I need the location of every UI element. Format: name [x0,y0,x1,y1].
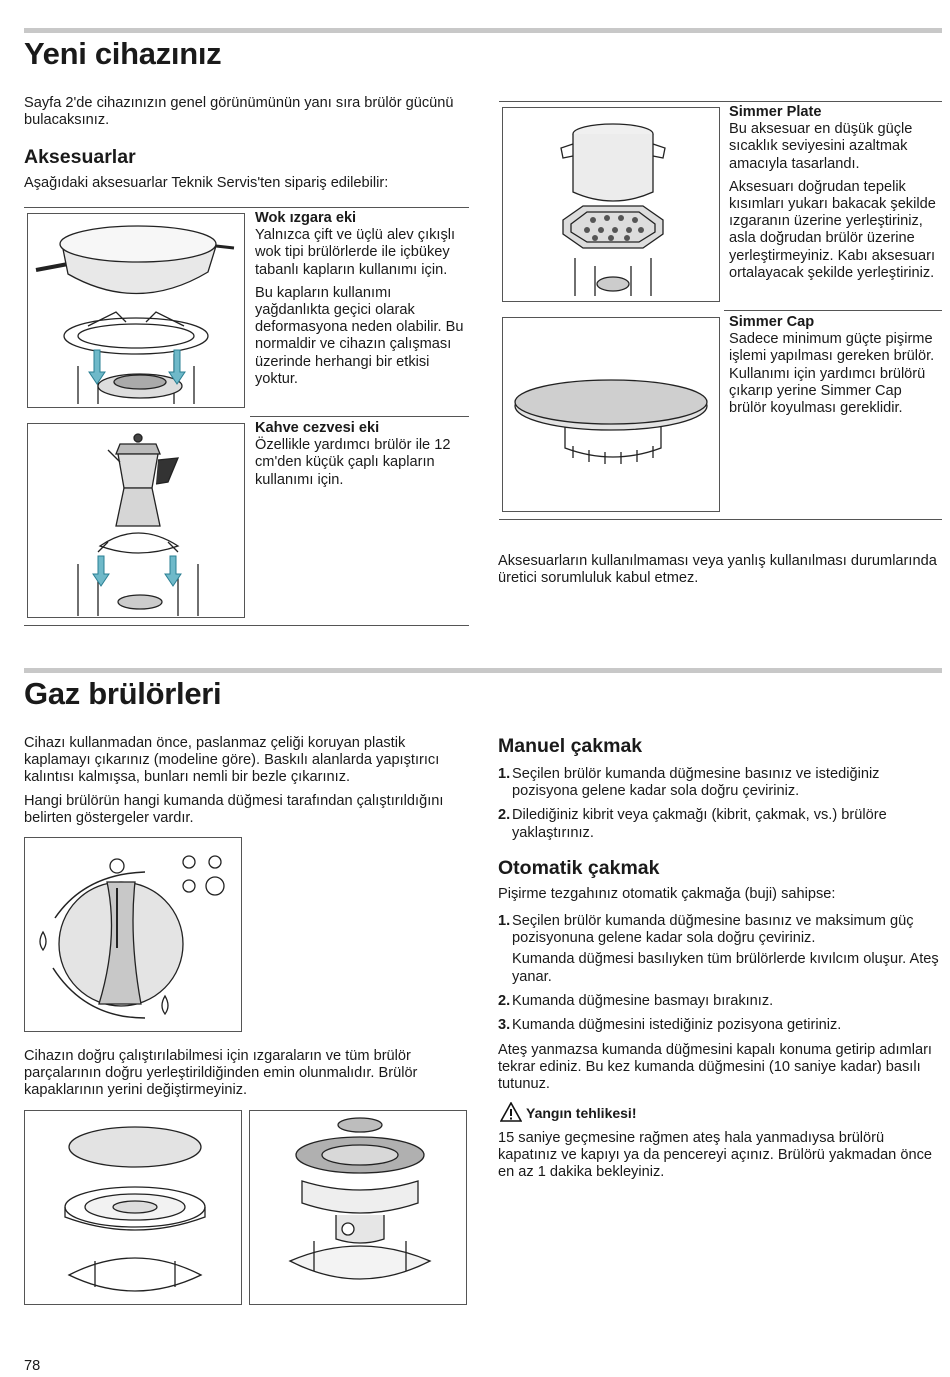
wok-ring-illustration [27,213,245,408]
control-knob-drawing [25,838,243,1033]
coffee-description: Kahve cezvesi eki Özellikle yardımcı brülör ile 12 cm'den küçük çaplı kapların kullanımı için. [255,420,467,489]
rule [24,625,469,626]
simmer-plate-description: Simmer Plate Bu aksesuar en düşük güçle sıcaklık seviyesini azaltmak amacıyla tasarlandı. Aksesuarı doğrudan tepelik kısımları yukarı bakacak şekilde ızgaranın üzerine yerleştiriniz, asla doğrudan brülör üzerine yerleştirmeyiniz. Kabı aksesuarı ortalayacak şekilde yerleştiriniz. [729,104,941,282]
simmer-cap-description: Simmer Cap Sadece minimum güçte pişirme işlemi yapılması gereken brülör. Kullanımı için yardımcı brülörü çıkarıp yerine Simmer Cap brülör koyulması gereklidir. [729,314,941,417]
wok-description: Wok ızgara eki Yalnızca çift ve üçlü alev çıkışlı wok tipi brülörlerde ile içbükey tabanlı kapların kullanımı için. Bu kapların kullanımı yağdanlıkta geçici olarak deformasyona neden olabilir. Bu normaldir ve cihazın çalışması üzerinde herhangi bir etkisi yoktur. [255,210,467,388]
manual-ignition-heading: Manuel çakmak [498,735,643,757]
warning-triangle-icon [500,1102,522,1122]
accessories-heading: Aksesuarlar [24,146,136,168]
burner-assembly-drawing [250,1111,468,1306]
rule [724,310,942,311]
simmer-cap-title: Simmer Cap [729,314,815,330]
burner-placement-note: Cihazın doğru çalıştırılabilmesi için ızgaraların ve tüm brülör parçalarının doğru yerleştirildiğinden emin olunmalıdır. Brülör kapaklarının yerini değiştirmeyiniz. [24,1048,418,1099]
auto-step: 2. Kumanda düğmesine basmayı bırakınız. [498,992,774,1009]
automatic-ignition-heading: Otomatik çakmak [498,857,660,879]
burner-exploded-illustration [24,1110,242,1305]
intro-paragraph: Sayfa 2'de cihazınızın genel görünümünün yanı sıra brülör gücünü bulacaksınız. [24,95,454,129]
auto-step: 3. Kumanda düğmesini istediğiniz pozisyona getiriniz. [498,1017,842,1034]
rule [24,207,469,208]
accessories-disclaimer: Aksesuarların kullanılmaması veya yanlış kullanılması durumlarında üretici sorumluluk kabul etmez. [498,553,937,587]
wok-drawing [28,214,246,409]
section-divider-bar [24,668,942,673]
gas-burners-intro: Cihazı kullanmadan önce, paslanmaz çeliği koruyan plastik kaplamayı çıkarınız (modeline göre). Baskılı alanlarda yapıştırıcı kalıntısı kalmışsa, bunları nemli bir bezle çıkarınız. Hangi brülörün hangi kumanda düğmesi tarafından çalıştırıldığını belirten göstergeler vardır. [24,735,444,826]
automatic-ignition-intro: Pişirme tezgahınız otomatik çakmağa (buji) sahipse: [498,886,836,902]
simmer-plate-drawing [503,108,721,303]
coffee-pot-ring-illustration [27,423,245,618]
auto-step: 1. Seçilen brülör kumanda düğmesine basınız ve maksimum güç pozisyonuna gelene kadar sola doğru çeviriniz. Kumanda düğmesi basılıyken tüm brülörlerde kıvılcım oluşur. Ateş yanar. [498,913,939,985]
manual-step: 1. Seçilen brülör kumanda düğmesine basınız ve istediğiniz pozisyona gelene kadar sola doğru çeviriniz. [498,766,880,800]
section-title-gas-burners: Gaz brülörleri [24,676,222,711]
simmer-plate-illustration [502,107,720,302]
simmer-cap-drawing [503,318,721,513]
rule [250,416,469,417]
burner-assembly-illustration [249,1110,467,1305]
coffee-title: Kahve cezvesi eki [255,420,380,436]
accessories-intro: Aşağıdaki aksesuarlar Teknik Servis'ten sipariş edilebilir: [24,175,389,191]
manual-ignition-steps [498,766,942,842]
section-divider-bar [24,28,942,33]
manual-step: 2. Dilediğiniz kibrit veya çakmağı (kibrit, çakmak, vs.) brülöre yaklaştırınız. [498,807,887,841]
automatic-ignition-steps [498,913,942,1034]
fire-hazard-warning: Yangın tehlikesi! [500,1102,636,1122]
rule [499,101,942,102]
burner-exploded-drawing [25,1111,243,1306]
retry-note: Ateş yanmazsa kumanda düğmesini kapalı konuma getirip adımları tekrar ediniz. Bu kez kumanda düğmesini (10 saniye kadar) basılı tutunuz. [498,1042,932,1093]
control-knob-illustration [24,837,242,1032]
section-title-new-appliance: Yeni cihazınız [24,36,222,71]
wok-title: Wok ızgara eki [255,210,357,226]
coffee-pot-drawing [28,424,246,619]
rule [499,519,942,520]
simmer-cap-illustration [502,317,720,512]
page-number: 78 [24,1358,41,1374]
fire-hazard-text: 15 saniye geçmesine rağmen ateş hala yanmadıysa brülörü kapatınız ve kapıyı ya da pencereyi açınız. Brülörü yakmadan önce en az 1 dakika bekleyiniz. [498,1130,933,1181]
simmer-plate-title: Simmer Plate [729,104,822,120]
